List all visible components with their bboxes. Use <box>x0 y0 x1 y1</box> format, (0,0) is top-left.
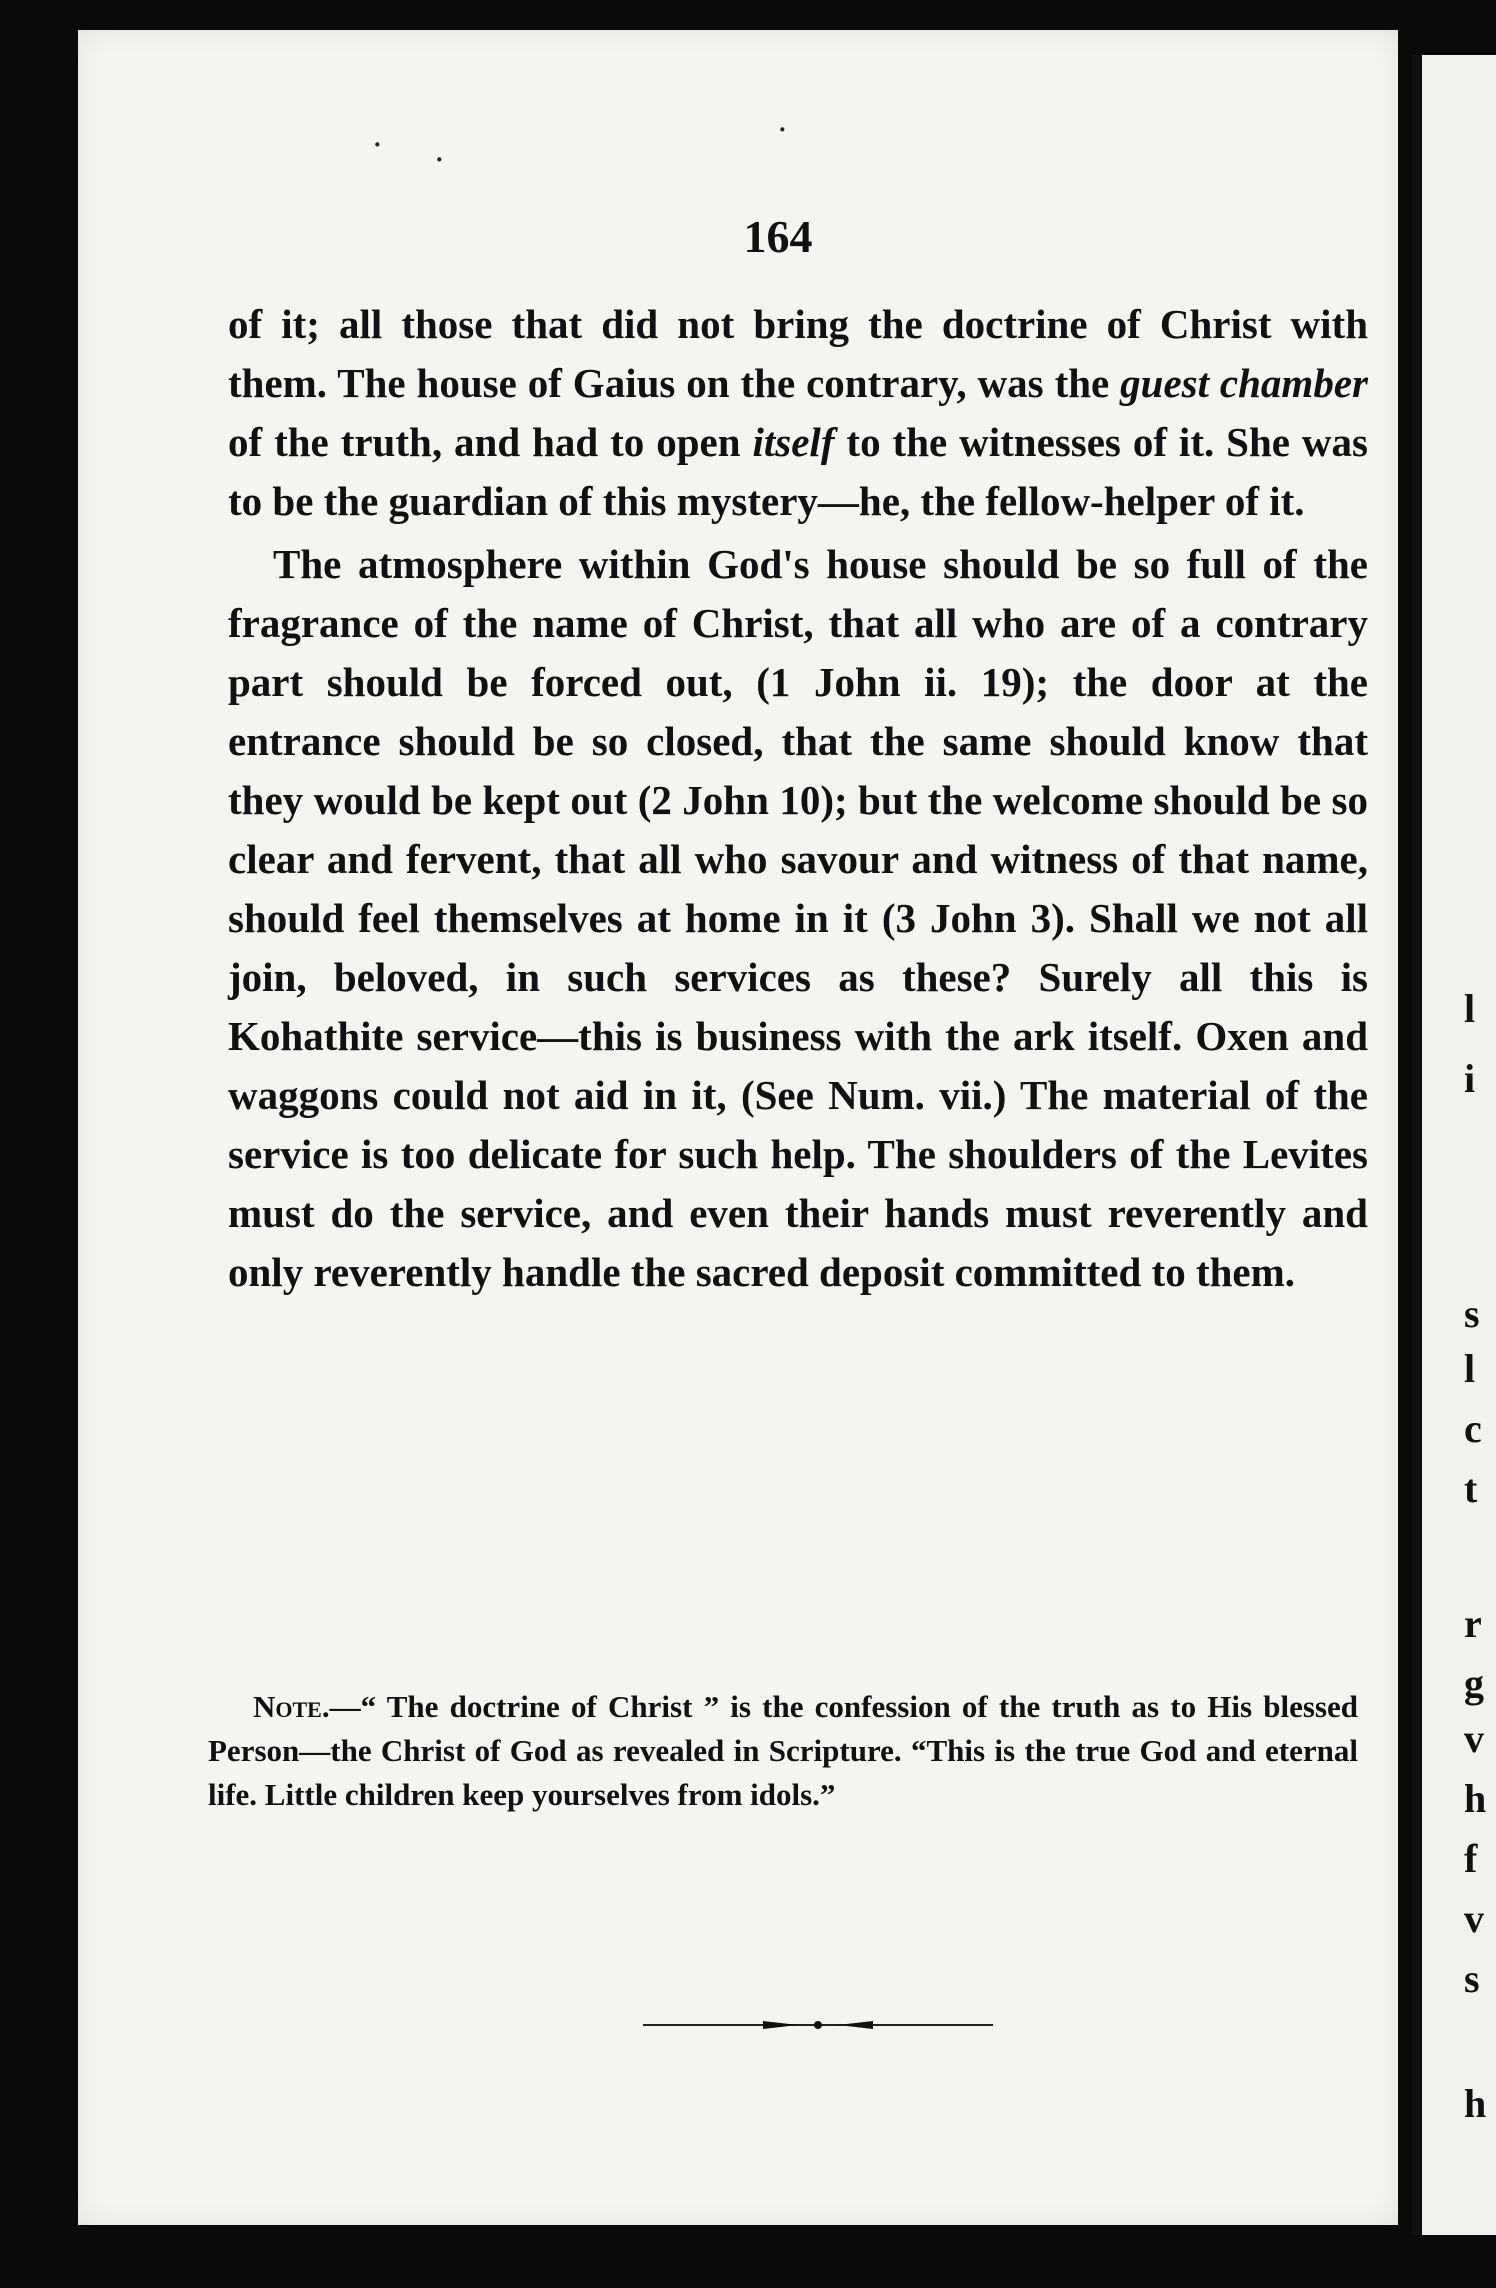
footnote <box>208 1685 1358 1817</box>
emphasis-guest-chamber: guest chamber <box>1120 360 1368 406</box>
paragraph-2: The atmosphere within God's house should be so full of the fragrance of the name of Christ, that all who are of a contrary part should be forced out, (1 John ii. 19); the door at the entrance should be so closed, that the same should know that they would be kept out (2 John 10); but the welcome should be so clear and fervent, that all who savour and witness of that name, should feel themselves at home in it (3 John 3). Shall we not all join, beloved, in such services as these? Surely all this is Kohathite service—this is business with the ark itself. Oxen and waggons could not aid in it, (See Num. vii.) The material of the service is too delicate for such help. The shoulders of the Levites must do the service, and even their hands must reverently and only reverently handle the sacred deposit committed to them. <box>228 541 1368 1295</box>
facing-page-fragment: c <box>1464 1406 1482 1451</box>
paragraph-1: of it; all those that did not bring the doctrine of Christ with them. The house of Gaius on the contrary, was the guest chamber of the truth, and had to open itself to the witnesses of it. She was to be the guardian of this mystery—he, the fellow-helper of it. <box>228 301 1368 524</box>
speck-mark: · <box>778 115 787 144</box>
emphasis-itself: itself <box>752 419 835 465</box>
facing-page-fragment: s <box>1464 1291 1480 1336</box>
facing-page-fragment: h <box>1464 1776 1487 1821</box>
facing-page-fragment: h <box>1464 2081 1487 2126</box>
facing-page-fragment: r <box>1464 1601 1482 1646</box>
speck-mark: · <box>435 145 444 174</box>
body-text <box>228 295 1368 1302</box>
facing-page-fragment: g <box>1464 1661 1484 1706</box>
ornament-divider <box>643 2015 993 2035</box>
facing-page-fragment: s <box>1464 1956 1480 2001</box>
facing-page-fragment: i <box>1464 1056 1476 1101</box>
speck-mark: · <box>373 130 382 159</box>
facing-page-edge <box>1412 55 1496 2235</box>
book-page <box>78 30 1398 2225</box>
facing-page-fragment: l <box>1464 1346 1476 1391</box>
page-number: 164 <box>743 211 813 262</box>
facing-page-fragment: t <box>1464 1466 1478 1511</box>
facing-page-fragment: v <box>1464 1716 1484 1761</box>
note-label: Note. <box>253 1689 330 1724</box>
note-text: —“ The doctrine of Christ ” is the confession of the truth as to His blessed Person—the Christ of God as revealed in Scripture. “This is the true God and eternal life. Little children keep yourselves from idols.” <box>208 1689 1358 1812</box>
facing-page-fragment: l <box>1464 986 1476 1031</box>
facing-page-fragment: v <box>1464 1896 1484 1941</box>
page-gutter-line <box>1412 55 1422 2235</box>
facing-page-fragment: f <box>1464 1836 1478 1881</box>
